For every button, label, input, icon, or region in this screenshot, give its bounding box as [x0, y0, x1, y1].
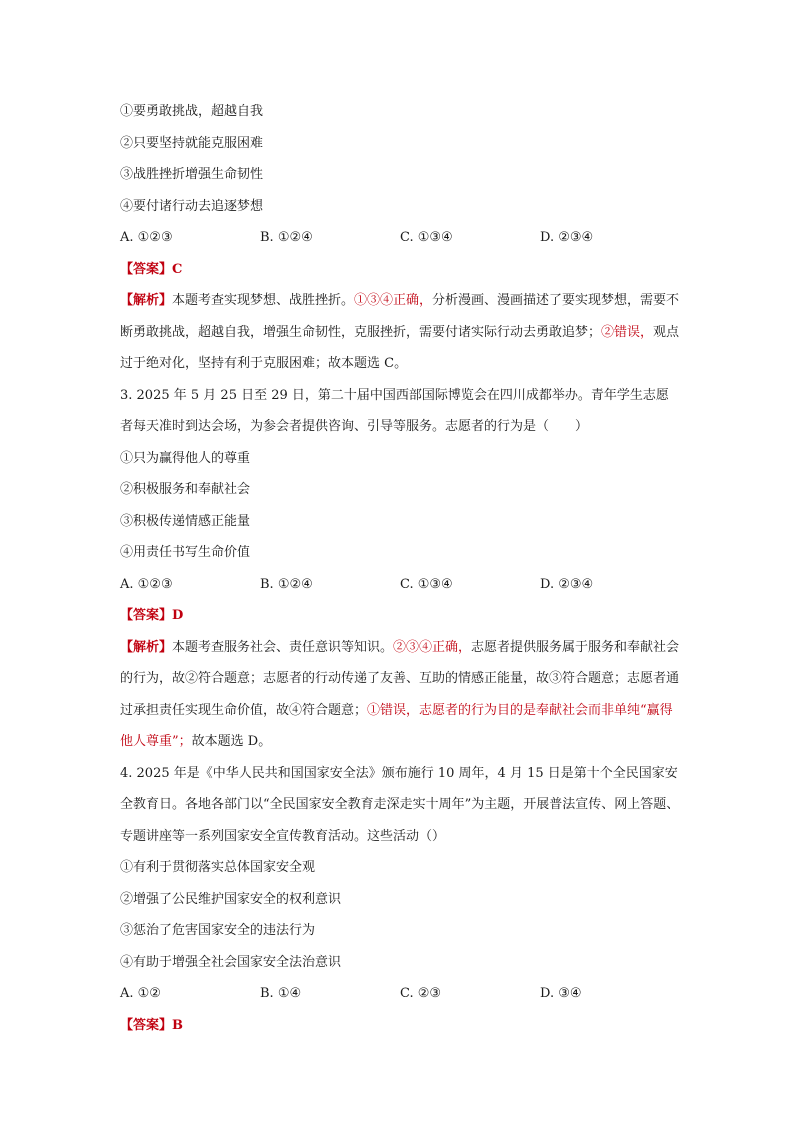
q3-options: [120, 569, 680, 601]
analysis-highlight: ①③④正确，: [354, 293, 433, 308]
q3-option-c: C. ①③④: [400, 576, 453, 592]
q3-option-b: B. ①②④: [260, 576, 313, 592]
q4-item: ①有利于贯彻落实总体国家安全观: [120, 860, 316, 875]
q4-stem: 4. 2025 年是《中华人民共和国国家安全法》颁布施行 10 周年，4 月 15 日是第十个全民国家安全教育日。各地各部门以“全民国家安全教育走深走实十周年”为主题，开展普法宣传、网上答题、专题讲座等一系列国家安全宣传教育活动。这些活动（）: [120, 765, 680, 844]
analysis-text: 故本题选 D。: [191, 734, 272, 749]
q2-item: ③战胜挫折增强生命韧性: [120, 167, 264, 182]
q2-item: ①要勇敢挑战，超越自我: [120, 104, 264, 119]
q3-stem: 3. 2025 年 5 月 25 日至 29 日，第二十届中国西部国际博览会在四川成都举办。青年学生志愿者每天准时到达会场，为参会者提供咨询、引导等服务。志愿者的行为是（ ）: [120, 387, 669, 434]
q3-item: ④用责任书写生命价值: [120, 545, 251, 560]
q4-item: ③惩治了危害国家安全的违法行为: [120, 923, 316, 938]
q3-analysis: [120, 632, 680, 758]
q2-answer: [120, 254, 680, 286]
q3-answer: [120, 600, 680, 632]
analysis-highlight: ①错误，志愿者的行为目的是奉献社会而非单纯“赢得他人尊重”；: [120, 702, 673, 749]
q2-analysis: [120, 285, 680, 380]
q4-answer: [120, 1010, 680, 1042]
q2-item: ②只要坚持就能克服困难: [120, 135, 264, 151]
q4-option-c: C. ②③: [400, 986, 442, 1001]
analysis-highlight: ②错误，: [601, 324, 654, 340]
q2-option-a: A. ①②③: [120, 230, 173, 245]
q4-option-a: A. ①②: [120, 986, 161, 1001]
answer-value: B: [172, 1017, 184, 1033]
analysis-label: 【解析】: [120, 293, 173, 308]
answer-label: 【答案】: [120, 608, 173, 623]
q4-item: ②增强了公民维护国家安全的权利意识: [120, 891, 342, 907]
q3-item: ②积极服务和奉献社会: [120, 482, 251, 497]
analysis-label: 【解析】: [120, 639, 173, 655]
q3-item: ③积极传递情感正能量: [120, 513, 251, 529]
document-page: [120, 96, 680, 1041]
q2-item: ④要付诸行动去追逐梦想: [120, 198, 264, 214]
q4-options: [120, 978, 680, 1010]
answer-value: C: [172, 261, 183, 277]
answer-label: 【答案】: [120, 1017, 173, 1033]
answer-label: 【答案】: [120, 261, 173, 277]
analysis-text: 观点过于绝对化，坚持有利于克服困难；故本题选 C。: [120, 324, 680, 371]
analysis-text: 志愿者提供服务属于服务和奉献社会的行为，故②符合题意；志愿者的行动传递了友善、互助的情感正能量，故③符合题意；志愿者通过承担责任实现生命价值，故④符合题意；: [120, 639, 680, 718]
analysis-text: 本题考查服务社会、责任意识等知识。: [172, 639, 394, 655]
answer-value: D: [172, 608, 184, 623]
q2-options: [120, 222, 680, 254]
q3-option-d: D. ②③④: [540, 576, 594, 592]
analysis-text: 分析漫画、漫画描述了要实现梦想，需要不断勇敢挑战，超越自我，增强生命韧性，克服挫折，需要付诸实际行动去勇敢追梦；: [120, 293, 680, 340]
q3-option-a: A. ①②③: [120, 576, 173, 592]
q4-item: ④有助于增强全社会国家安全法治意识: [120, 954, 342, 970]
q2-option-c: C. ①③④: [400, 230, 453, 245]
q2-option-d: D. ②③④: [540, 230, 594, 245]
q4-option-b: B. ①④: [260, 986, 302, 1001]
q3-item: ①只为赢得他人的尊重: [120, 450, 251, 466]
q4-option-d: D. ③④: [540, 986, 582, 1001]
q2-option-b: B. ①②④: [260, 230, 313, 245]
analysis-text: 本题考查实现梦想、战胜挫折。: [172, 293, 355, 308]
analysis-highlight: ②③④正确，: [393, 639, 472, 655]
